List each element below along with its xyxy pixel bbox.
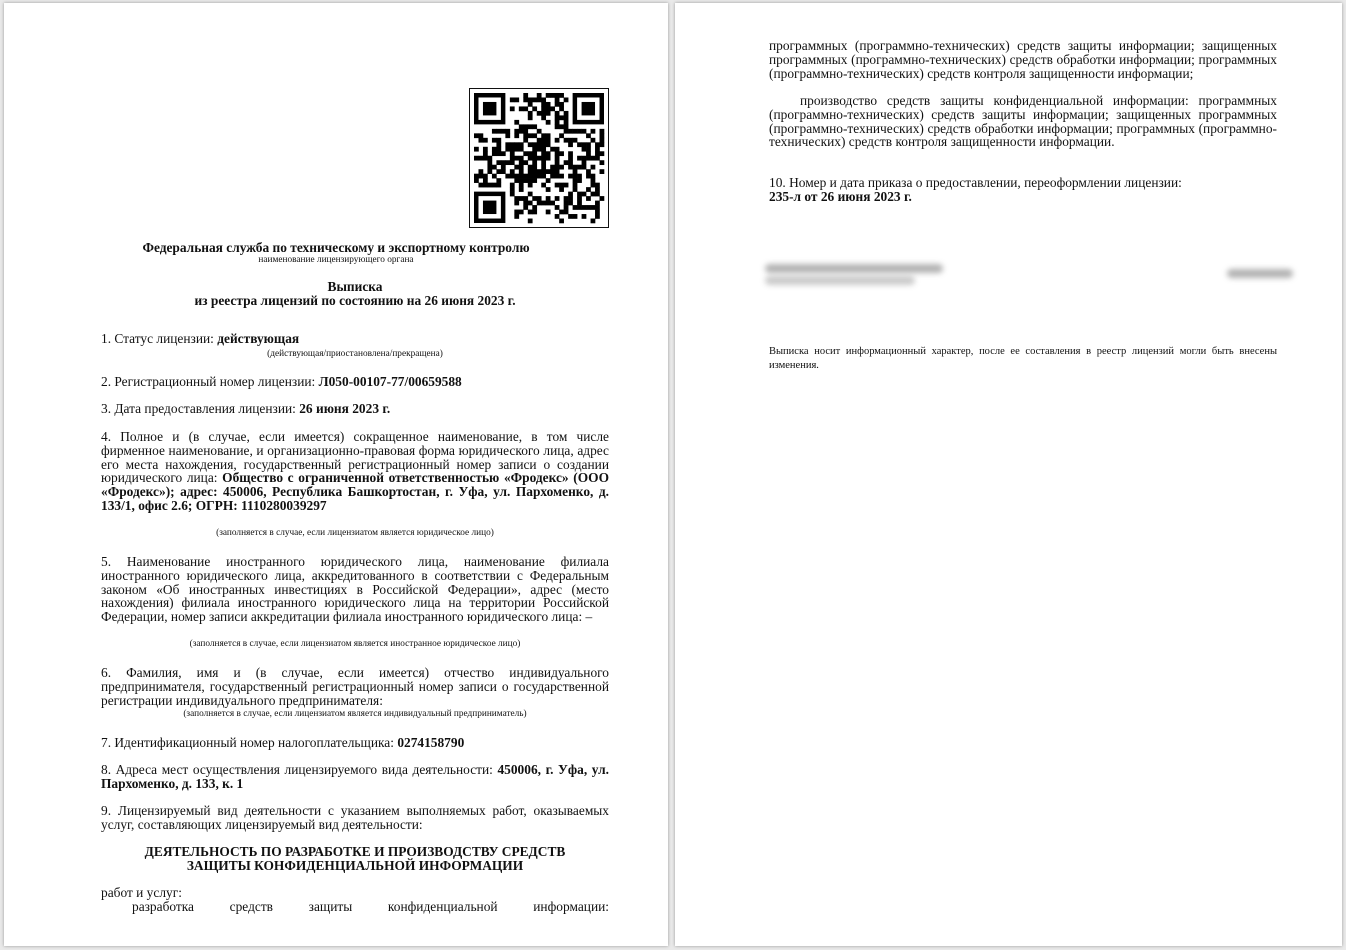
item-1-status xyxy=(101,332,609,346)
works-label: работ и услуг: xyxy=(101,885,182,900)
extract-heading xyxy=(4,280,668,308)
work-1-continuation: программных (программно-технических) средств защиты информации; защищенных программных (программно-технических) средств обработки информации; программных (программно-технических) средств контроля защищенности информации; xyxy=(769,38,1277,81)
item-1-hint: (действующая/приостановлена/прекращена) xyxy=(267,349,443,359)
work-1-start: разработка средств защиты конфиденциальной информации: xyxy=(132,899,609,914)
item-7-value: 0274158790 xyxy=(397,735,465,750)
agency-name: Федеральная служба по техническому и экспортному контролю xyxy=(142,240,530,255)
item-7-inn xyxy=(101,736,609,750)
item-2-number xyxy=(101,375,609,389)
item-8-label: 8. Адреса мест осуществления лицензируемого вида деятельности: xyxy=(101,762,498,777)
activity-title-line-1: ДЕЯТЕЛЬНОСТЬ ПО РАЗРАБОТКЕ И ПРОИЗВОДСТВУ СРЕДСТВ xyxy=(144,844,566,859)
agency-header xyxy=(4,240,668,265)
activity-title-line-2: ЗАЩИТЫ КОНФИДЕНЦИАЛЬНОЙ ИНФОРМАЦИИ xyxy=(186,858,524,873)
document-page-2 xyxy=(675,3,1342,946)
item-4-value: Общество с ограниченной ответственностью «Фродекс» (ООО «Фродекс»); адрес: 450006, Республика Башкортостан, г. Уфа, ул. Пархоменко, д. 133/1, офис 2.6; ОГРН: 1110280039297 xyxy=(101,470,609,513)
item-5-hint: (заполняется в случае, если лицензиатом является иностранное юридическое лицо) xyxy=(189,639,521,649)
extract-title: Выписка xyxy=(327,279,383,294)
item-10-order xyxy=(769,176,1277,204)
redacted-signature-line-1 xyxy=(765,264,943,273)
item-6-label: 6. Фамилия, имя и (в случае, если имеется) отчество индивидуального предпринимателя, государственный регистрационный номер записи о государственной регистрации индивидуального предпринимателя: xyxy=(101,665,609,708)
work-2-production: производство средств защиты конфиденциальной информации: программных (программно-технических) средств защиты информации; защищенных программных (программно-технических) средств обработки информации; программных (программно-технических) средств контроля защищенности информации. xyxy=(769,93,1277,150)
item-6-entrepreneur xyxy=(101,666,609,707)
info-disclaimer: Выписка носит информационный характер, после ее составления в реестр лицензий могли быть внесены изменения. xyxy=(769,346,1277,371)
redacted-signature-mark xyxy=(1227,269,1293,278)
activity-title xyxy=(101,845,609,873)
item-8-addresses xyxy=(101,763,609,791)
agency-caption: наименование лицензирующего органа xyxy=(258,255,414,265)
item-2-value: Л050-00107-77/00659588 xyxy=(318,374,462,389)
item-7-label: 7. Идентификационный номер налогоплательщика: xyxy=(101,735,398,750)
extract-subtitle: из реестра лицензий по состоянию на 26 июня 2023 г. xyxy=(194,293,516,308)
redacted-signature-line-2 xyxy=(765,276,915,285)
item-9-label: 9. Лицензируемый вид деятельности с указанием выполняемых работ, оказываемых услуг, составляющих лицензируемый вид деятельности: xyxy=(101,803,609,832)
item-3-value: 26 июня 2023 г. xyxy=(299,401,391,416)
qr-code xyxy=(469,88,609,228)
item-4-hint: (заполняется в случае, если лицензиатом является юридическое лицо) xyxy=(216,528,494,538)
item-6-hint: (заполняется в случае, если лицензиатом является индивидуальный предприниматель) xyxy=(183,709,527,719)
item-4-legal-entity xyxy=(101,430,609,513)
item-5-label: 5. Наименование иностранного юридического лица, наименование филиала иностранного юридического лица, аккредитованного в соответствии с Федеральным законом «Об иностранных инвестициях в Российской Федерации», адрес (место нахождения) филиала иностранного юридического лица на территории Российской Федерации, номер записи аккредитации филиала иностранного юридического лица: – xyxy=(101,554,609,625)
item-4-label: 4. Полное и (в случае, если имеется) сокращенное наименование, в том числе фирменное наименование, и организационно-правовая форма юридического лица, адрес его места нахождения, государственный регистрационный номер записи о создании юридического лица: xyxy=(101,429,609,486)
item-3-date xyxy=(101,402,609,416)
item-9-activity xyxy=(101,804,609,832)
item-3-label: 3. Дата предоставления лицензии: xyxy=(101,401,300,416)
item-10-value: 235-л от 26 июня 2023 г. xyxy=(769,188,912,204)
item-1-value: действующая xyxy=(217,331,300,346)
item-10-label: 10. Номер и дата приказа о предоставлении, переоформлении лицензии: xyxy=(769,175,1182,190)
item-2-label: 2. Регистрационный номер лицензии: xyxy=(101,374,319,389)
document-page-1 xyxy=(4,3,668,946)
item-1-label: 1. Статус лицензии: xyxy=(101,331,218,346)
item-8-value: 450006, г. Уфа, ул. Пархоменко, д. 133, к. 1 xyxy=(101,762,609,791)
item-5-foreign-entity xyxy=(101,555,609,624)
